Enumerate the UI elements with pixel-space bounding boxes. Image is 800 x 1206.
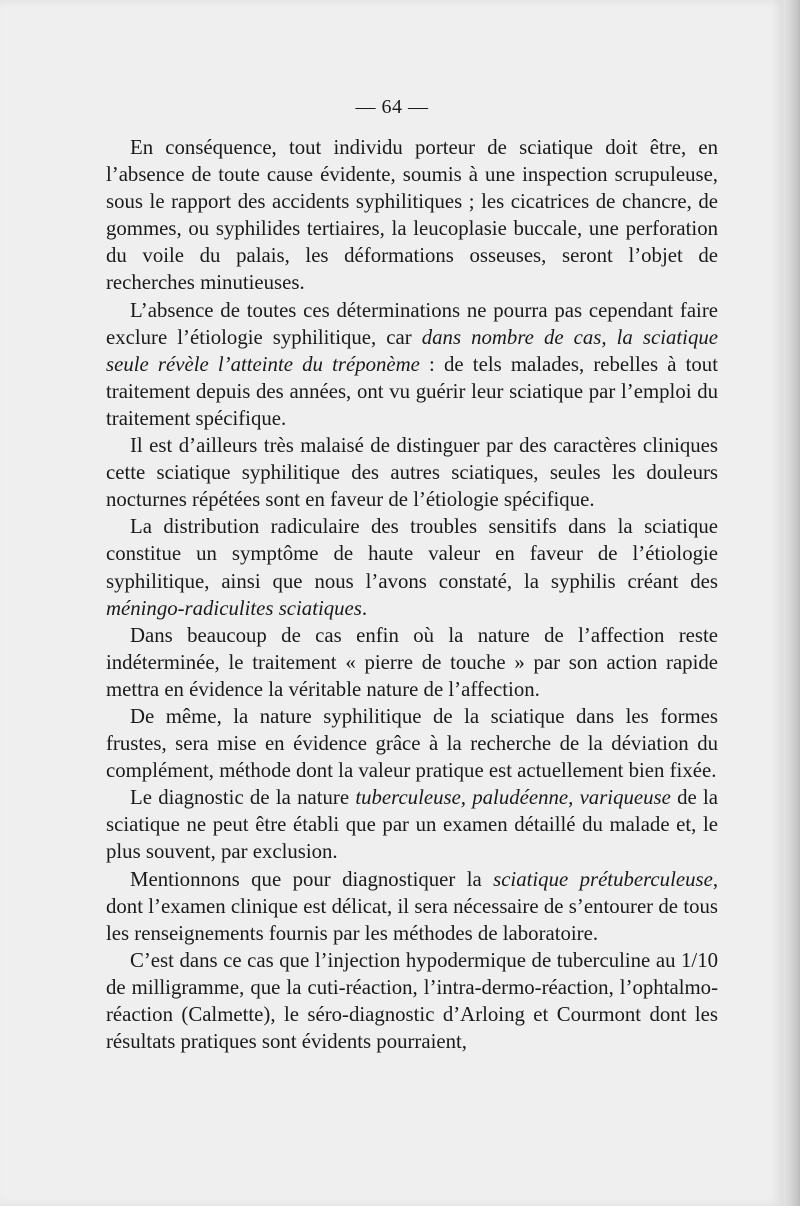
text-segment: C’est dans ce cas que l’injection hypodermique de tuberculine au 1/10 de milligramme, que la cuti-réaction, l’intra-dermo-réaction, l’ophtalmo-réaction (Calmette), le séro-diagnostic d’Arloing et Courmont dont les résultats pratiques sont évidents pourraient, xyxy=(106,948,718,1054)
paragraph xyxy=(106,703,718,784)
italic-text: tuberculeuse, paludéenne, variqueuse xyxy=(355,786,671,810)
paragraph xyxy=(106,947,718,1055)
paragraph xyxy=(106,297,718,432)
page-edge xyxy=(784,0,800,1206)
text-segment: de la sciatique ne peut être établi que par un examen détaillé du malade et, le plus souvent, par exclusion. xyxy=(106,786,718,864)
text-segment: . xyxy=(361,596,368,620)
text-segment: Dans beaucoup de cas enfin où la nature de l’affection reste indéterminée, le traitement « pierre de touche » par son action rapide mettra en évidence la véritable nature de l’affection. xyxy=(106,623,718,701)
italic-text: méningo-radiculites sciatiques xyxy=(106,596,362,620)
paragraph xyxy=(106,432,718,513)
paragraph xyxy=(106,784,718,865)
italic-text: dans nombre de cas, la sciatique seule révèle l’atteinte du tréponème xyxy=(106,325,718,376)
paragraph xyxy=(106,622,718,703)
paragraph xyxy=(106,134,718,297)
text-segment: En conséquence, tout individu porteur de sciatique doit être, en l’absence de toute cause évidente, soumis à une inspection scrupuleuse, sous le rapport des accidents syphilitiques ; les cicatrices de chancre, de gommes, ou syphilides tertiaires, la leucoplasie buccale, une perforation du voile du palais, les déformations osseuses, seront l’objet de recherches minutieuses. xyxy=(106,136,718,295)
text-segment: : de tels malades, rebelles à tout traitement depuis des années, ont vu guérir leur sciatique par l’emploi du traitement spécifique. xyxy=(106,352,718,430)
text-segment: Mentionnons que pour diagnostiquer la xyxy=(130,867,494,891)
page-number: — 64 — xyxy=(355,96,429,118)
body-text xyxy=(106,134,718,1055)
text-segment: L’absence de toutes ces déterminations ne pourra pas cependant faire exclure l’étiologie syphilitique, car xyxy=(106,298,718,349)
text-segment: Le diagnostic de la nature xyxy=(130,786,356,810)
italic-text: sciatique prétuberculeuse xyxy=(493,867,713,891)
text-segment: La distribution radiculaire des troubles sensitifs dans la sciatique constitue un symptôme de haute valeur en faveur de l’étiologie syphilitique, ainsi que nous l’avons constaté, la syphilis créant des xyxy=(106,515,718,593)
text-segment: Il est d’ailleurs très malaisé de distinguer par des caractères cliniques cette sciatique syphilitique des autres sciatiques, seules les douleurs nocturnes répétées sont en faveur de l’étiologie spécifique. xyxy=(106,434,718,512)
text-segment: , dont l’examen clinique est délicat, il sera nécessaire de s’entourer de tous les renseignements fournis par les méthodes de laboratoire. xyxy=(106,867,719,945)
text-segment: De même, la nature syphilitique de la sciatique dans les formes frustes, sera mise en évidence grâce à la recherche de la déviation du complément, méthode dont la valeur pratique est actuellement bien fixée. xyxy=(106,704,718,783)
paragraph xyxy=(106,513,718,621)
paragraph xyxy=(106,866,718,947)
